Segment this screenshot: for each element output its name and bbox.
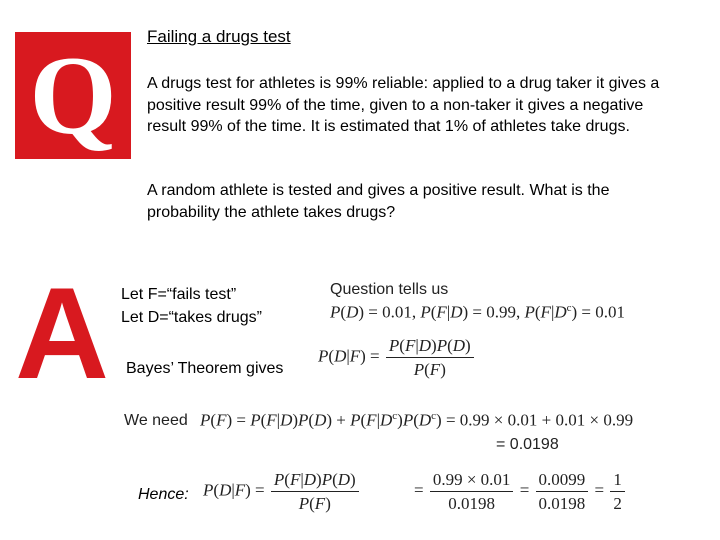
- given-pfd: 0.99: [486, 302, 516, 322]
- question-title: Failing a drugs test: [147, 27, 291, 46]
- final-answer-denominator: 2: [613, 494, 622, 513]
- bayes-label: Bayes’ Theorem gives: [126, 360, 284, 377]
- hence-label: Hence:: [138, 486, 189, 503]
- pf-expansion: = 0.99 × 0.01 + 0.01 × 0.99: [445, 410, 634, 430]
- definition-f: Let F=“fails test”: [121, 286, 237, 303]
- question-paragraph-1: A drugs test for athletes is 99% reliable: applied to a drug taker it gives a positive result 99% of the time, given to a non-taker it gives a negative result 99% of the time. It is estimated that 1% of athletes take drugs.: [147, 75, 660, 135]
- given-pfdc: 0.01: [595, 302, 626, 322]
- pf-result: = 0.0198: [496, 436, 559, 453]
- question-paragraph-2: A random athlete is tested and gives a positive result. What is the probability the athlete takes drugs?: [147, 182, 610, 221]
- total-probability-formula: $P(F) = P(F|D)P(D) + P(F|D^c)P(D^c) = 0.99 \times 0.01 + 0.01 \times 0.99$: [200, 410, 634, 430]
- bayes-fraction: $\frac{P(F|D)P(D)}{P(F)}$: [386, 336, 474, 379]
- numeric-denominator: 0.0198: [448, 494, 496, 513]
- question-logo-letter: Q: [29, 34, 117, 158]
- final-computation: = $\frac{0.99 \times 0.01}{0.0198}$ = $\frac{0.0099}{0.0198}$ = $\frac{1}{2}$: [414, 470, 627, 513]
- final-answer-fraction: [610, 470, 625, 513]
- given-probabilities: P(D) = 0.01, P(F|D) = 0.99, $P(F|D^c) = 0.01$: [330, 302, 626, 322]
- final-formula: P(D|F) = $\frac{P(F|D)P(D)}{P(F)}$: [203, 470, 361, 513]
- decimal-fraction: [536, 470, 589, 513]
- final-bayes-fraction: $\frac{P(F|D)P(D)}{P(F)}$: [271, 470, 359, 513]
- answer-logo-letter: A: [15, 260, 109, 406]
- question-logo: [15, 32, 131, 159]
- decimal-denominator: 0.0198: [538, 494, 586, 513]
- definition-d: Let D=“takes drugs”: [121, 309, 262, 326]
- bayes-formula: P(D|F) = $\frac{P(F|D)P(D)}{P(F)}$: [318, 336, 476, 379]
- question-tells-label: Question tells us: [330, 281, 449, 298]
- answer-logo: [15, 260, 109, 406]
- decimal-numerator: 0.0099: [536, 470, 589, 492]
- numeric-fraction: [430, 470, 514, 513]
- numeric-numerator: 0.99 × 0.01: [430, 470, 514, 492]
- given-pd: 0.01: [382, 302, 412, 322]
- we-need-label: We need: [124, 412, 188, 429]
- final-answer-numerator: 1: [610, 470, 625, 492]
